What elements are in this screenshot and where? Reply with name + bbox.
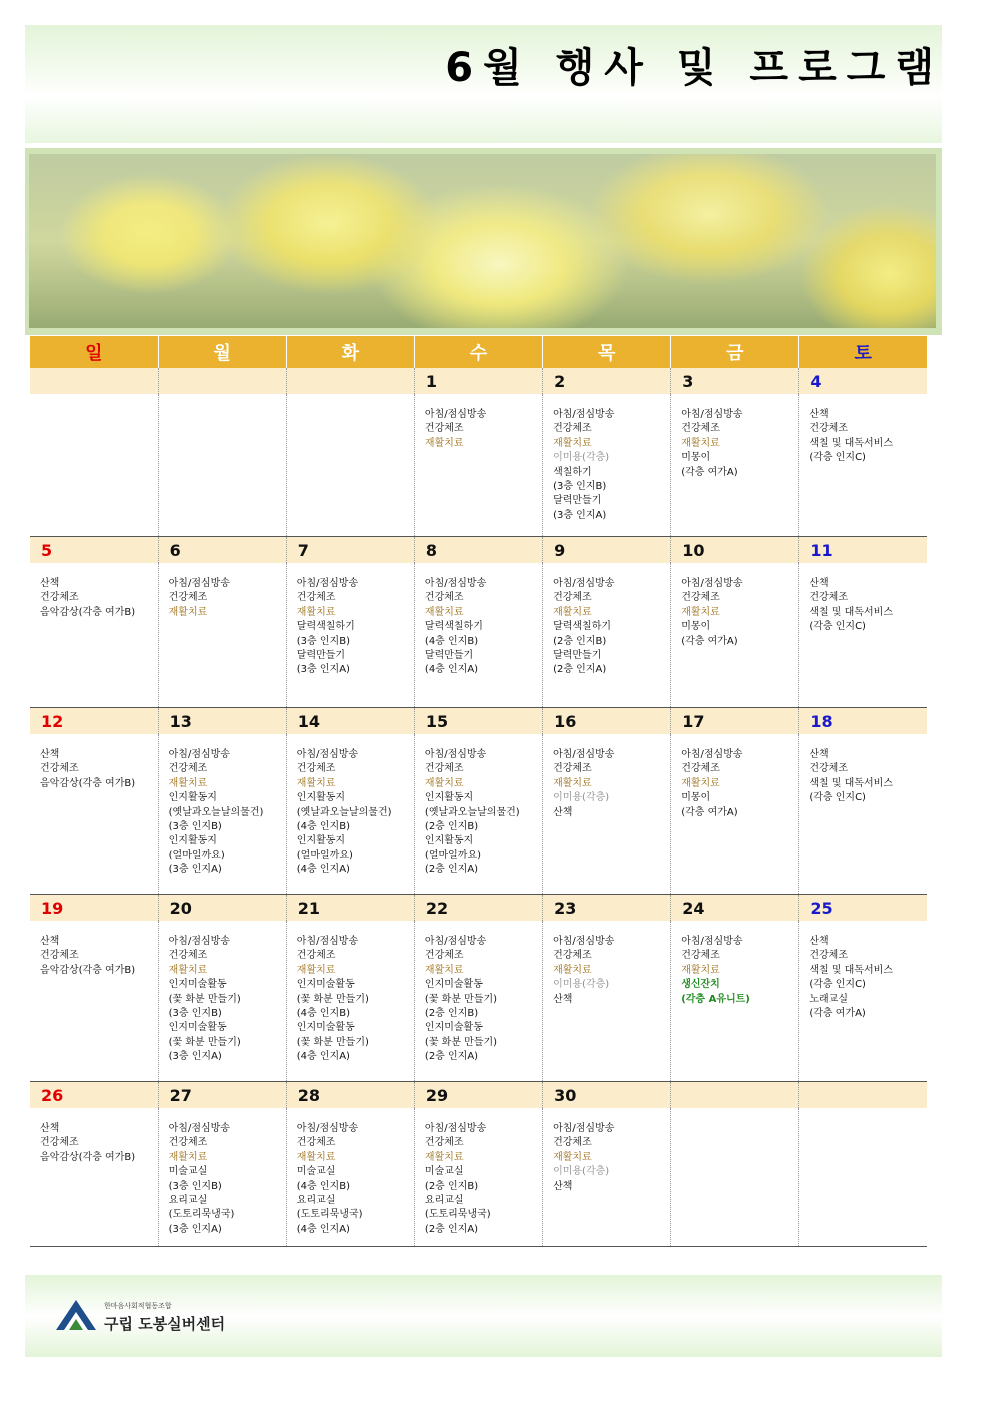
day-activities (671, 1108, 799, 1247)
day-activities (671, 563, 799, 708)
activity-item: 아침/점심방송 (424, 936, 487, 947)
banner-overlay (29, 154, 936, 328)
activity-item: 달력만들기 (553, 495, 602, 507)
activity-item: (꽃 화분 만들기) (168, 1036, 241, 1048)
activity-item: 아침/점심방송 (681, 409, 743, 420)
activity-item: 건강체조 (681, 950, 720, 962)
day-activities (414, 563, 542, 708)
activity-item: 아침/점심방송 (681, 578, 743, 589)
activity-item: 아침/점심방송 (296, 578, 359, 589)
activity-item: (3층 인지B) (168, 1008, 222, 1020)
activity-item: (2층 인지A) (424, 864, 479, 876)
activity-item: 아침/점심방송 (424, 749, 487, 760)
center-logo-icon (55, 1297, 97, 1331)
day-activities (286, 921, 414, 1082)
activity-item: 재활치료 (168, 964, 208, 976)
activity-row (30, 921, 927, 1082)
activity-item: 미술교실 (424, 1166, 464, 1178)
activity-item: 아침/점심방송 (296, 1123, 359, 1134)
activity-item: (2층 인지B) (424, 1008, 479, 1020)
activity-item: (3층 인지B) (168, 821, 222, 833)
activity-item: 인지미술활동 (296, 1022, 355, 1034)
activity-item: 인지미술활동 (424, 1022, 483, 1034)
activity-item: 미몽이 (681, 621, 711, 633)
activity-item: (4층 인지B) (424, 635, 479, 647)
day-activities (158, 1108, 286, 1247)
activity-item: 인지미술활동 (424, 979, 483, 991)
weekday-tue: 화 (286, 336, 414, 368)
day-activities (671, 734, 799, 895)
activity-item: 이미용(각층) (553, 979, 610, 991)
day-activities (158, 734, 286, 895)
activity-item: 재활치료 (424, 964, 464, 976)
date-number: 11 (799, 537, 927, 564)
activity-item: 건강체조 (296, 1137, 336, 1149)
activity-item: 건강체조 (40, 592, 79, 604)
activity-item: 인지활동지 (424, 792, 474, 804)
activity-item: 노래교실 (809, 993, 848, 1005)
activity-item: 인지활동지 (168, 792, 217, 804)
activity-item: (3층 인지B) (553, 481, 607, 493)
page-title: 6월 행사 및 프로그램 (445, 45, 944, 91)
activity-item: (얼마일까요) (168, 849, 225, 861)
activity-item: 산책 (809, 578, 829, 589)
activity-item: (2층 인지B) (553, 635, 607, 647)
activity-item: 건강체조 (553, 592, 592, 604)
day-activities (158, 394, 286, 537)
day-activities (30, 734, 158, 895)
activity-item: 재활치료 (553, 964, 592, 976)
weekday-sat: 토 (799, 336, 927, 368)
activity-item: 인지미술활동 (296, 979, 355, 991)
activity-item: 건강체조 (40, 950, 79, 962)
activity-item: 건강체조 (553, 950, 592, 962)
activity-item: 건강체조 (296, 763, 336, 775)
activity-item: 아침/점심방송 (424, 1123, 487, 1134)
activity-item: 아침/점심방송 (681, 936, 743, 947)
date-number: 19 (30, 895, 158, 922)
activity-item: 인지미술활동 (168, 1022, 227, 1034)
date-number: 15 (414, 708, 542, 735)
date-number: 3 (671, 368, 799, 394)
activity-item: 아침/점심방송 (681, 749, 743, 760)
activity-item: (3층 인지A) (168, 1051, 222, 1063)
activity-item: 음악감상(각층 여가B) (40, 1151, 136, 1163)
activity-item: 음악감상(각층 여가B) (40, 777, 136, 789)
activity-item: 재활치료 (296, 964, 336, 976)
activity-item: 재활치료 (553, 437, 592, 449)
activity-item: 생신잔치 (681, 979, 720, 991)
day-activities (158, 563, 286, 708)
date-number: 22 (414, 895, 542, 922)
day-activities (158, 921, 286, 1082)
activity-item: 달력만들기 (424, 650, 474, 662)
activity-item: (꽃 화분 만들기) (168, 993, 241, 1005)
activity-item: 아침/점심방송 (553, 1123, 615, 1134)
date-number: 1 (414, 368, 542, 394)
calendar-body (30, 336, 927, 1247)
date-number: 29 (414, 1082, 542, 1109)
activity-item: 아침/점심방송 (168, 578, 230, 589)
activity-item: (4층 인지B) (296, 1008, 350, 1020)
day-activities (286, 563, 414, 708)
date-number: 21 (286, 895, 414, 922)
activity-item: 건강체조 (168, 950, 208, 962)
date-number: 10 (671, 537, 799, 564)
activity-item: (4층 인지B) (296, 821, 350, 833)
activity-item: (4층 인지A) (296, 1051, 350, 1063)
activity-item: (3층 인지A) (168, 864, 222, 876)
activity-item: 인지활동지 (424, 835, 474, 847)
day-activities (286, 394, 414, 537)
activity-item: 산책 (40, 749, 60, 760)
date-number (671, 1082, 799, 1109)
activity-item: 재활치료 (553, 1151, 592, 1163)
activity-item: (2층 인지B) (424, 1180, 479, 1192)
activity-item: 재활치료 (296, 1151, 336, 1163)
activity-item: 아침/점심방송 (424, 578, 487, 589)
activity-item: 아침/점심방송 (168, 1123, 230, 1134)
activity-item: 건강체조 (809, 592, 848, 604)
activity-item: 색칠 및 대독서비스 (809, 437, 893, 449)
day-activities (286, 734, 414, 895)
day-activities (799, 394, 927, 537)
activity-item: (꽃 화분 만들기) (296, 993, 369, 1005)
day-activities (671, 921, 799, 1082)
day-activities (414, 921, 542, 1082)
day-activities (30, 563, 158, 708)
activity-item: (3층 인지A) (553, 509, 607, 521)
weekday-sun: 일 (30, 336, 158, 368)
date-number: 28 (286, 1082, 414, 1109)
day-activities (799, 921, 927, 1082)
activity-item: 건강체조 (809, 763, 848, 775)
day-activities (543, 734, 671, 895)
weekday-fri: 금 (671, 336, 799, 368)
day-activities (30, 394, 158, 537)
weekday-wed: 수 (414, 336, 542, 368)
activity-item: 색칠 및 대독서비스 (809, 777, 893, 789)
activity-item: (각층 인지C) (809, 792, 866, 804)
activity-item: 건강체조 (809, 423, 848, 435)
activity-item: 색칠 및 대독서비스 (809, 964, 893, 976)
date-number: 8 (414, 537, 542, 564)
activity-item: 건강체조 (681, 763, 720, 775)
activity-item: (3층 인지B) (296, 635, 350, 647)
weekday-mon: 월 (158, 336, 286, 368)
date-number: 25 (799, 895, 927, 922)
activity-item: 아침/점심방송 (424, 409, 487, 420)
activity-item: (4층 인지B) (296, 1180, 350, 1192)
date-number-row (30, 708, 927, 735)
activity-item: (각층 여가A) (681, 806, 738, 818)
activity-item: 건강체조 (424, 423, 464, 435)
activity-item: 건강체조 (296, 950, 336, 962)
date-number: 4 (799, 368, 927, 394)
date-number (158, 368, 286, 394)
day-activities (799, 734, 927, 895)
activity-item: 아침/점심방송 (168, 749, 230, 760)
activity-item: (3층 인지B) (168, 1180, 222, 1192)
activity-item: 재활치료 (296, 606, 336, 618)
activity-item: (각층 여가A) (681, 635, 738, 647)
activity-item: 건강체조 (424, 950, 464, 962)
activity-item: 건강체조 (168, 592, 208, 604)
activity-item: 이미용(각층) (553, 792, 610, 804)
date-number: 24 (671, 895, 799, 922)
activity-item: 이미용(각층) (553, 1166, 610, 1178)
date-number: 5 (30, 537, 158, 564)
activity-item: 음악감상(각층 여가B) (40, 606, 136, 618)
date-number: 27 (158, 1082, 286, 1109)
activity-item: 인지미술활동 (168, 979, 227, 991)
activity-item: (꽃 화분 만들기) (424, 1036, 498, 1048)
activity-item: 재활치료 (553, 777, 592, 789)
activity-item: 요리교실 (296, 1195, 336, 1207)
activity-item: 산책 (809, 749, 829, 760)
date-number: 16 (543, 708, 671, 735)
activity-item: 재활치료 (168, 606, 208, 618)
activity-item: (도토리묵냉국) (168, 1209, 235, 1221)
activity-item: (옛날과오늘날의물건) (424, 806, 520, 818)
activity-item: (3층 인지A) (168, 1223, 222, 1235)
activity-item: 재활치료 (424, 606, 464, 618)
activity-item: 재활치료 (168, 1151, 208, 1163)
activity-item: (옛날과오늘날의물건) (296, 806, 392, 818)
activity-item: 아침/점심방송 (553, 936, 615, 947)
date-number: 20 (158, 895, 286, 922)
activity-item: 인지활동지 (168, 835, 217, 847)
day-activities (30, 921, 158, 1082)
day-activities (543, 394, 671, 537)
date-number (286, 368, 414, 394)
date-number: 13 (158, 708, 286, 735)
activity-item: (각층 인지C) (809, 979, 866, 991)
date-number-row (30, 1082, 927, 1109)
activity-item: (얼마일까요) (296, 849, 353, 861)
activity-item: 산책 (553, 993, 573, 1005)
activity-item: 재활치료 (681, 777, 720, 789)
activity-item: (각층 A유니트) (681, 993, 750, 1005)
day-activities (671, 394, 799, 537)
activity-item: 건강체조 (553, 763, 592, 775)
activity-item: (4층 인지A) (296, 864, 350, 876)
activity-item: 건강체조 (40, 763, 79, 775)
activity-item: 인지활동지 (296, 835, 346, 847)
activity-item: 건강체조 (424, 763, 464, 775)
activity-item: 건강체조 (424, 1137, 464, 1149)
activity-item: 건강체조 (553, 1137, 592, 1149)
date-number: 7 (286, 537, 414, 564)
day-activities (286, 1108, 414, 1247)
activity-item: (2층 인지A) (424, 1223, 479, 1235)
calendar-table (30, 336, 927, 1247)
day-activities (414, 394, 542, 537)
activity-row (30, 734, 927, 895)
activity-item: (2층 인지B) (424, 821, 479, 833)
activity-row (30, 394, 927, 537)
date-number: 17 (671, 708, 799, 735)
activity-item: 건강체조 (553, 423, 592, 435)
activity-item: (얼마일까요) (424, 849, 482, 861)
activity-item: (2층 인지A) (553, 664, 607, 676)
activity-item: (각층 여가A) (681, 466, 738, 478)
day-activities (30, 1108, 158, 1247)
date-number (30, 368, 158, 394)
activity-item: 달력색칠하기 (296, 621, 355, 633)
activity-item: 아침/점심방송 (168, 936, 230, 947)
activity-item: 산책 (40, 936, 60, 947)
activity-item: (각층 인지C) (809, 621, 866, 633)
activity-item: 재활치료 (424, 777, 464, 789)
activity-item: (4층 인지A) (424, 664, 479, 676)
activity-item: (꽃 화분 만들기) (424, 993, 498, 1005)
activity-item: 건강체조 (681, 592, 720, 604)
activity-item: (도토리묵냉국) (424, 1209, 491, 1221)
date-number-row (30, 895, 927, 922)
activity-item: 미술교실 (296, 1166, 336, 1178)
activity-item: 미몽이 (681, 792, 711, 804)
activity-item: 산책 (40, 1123, 60, 1134)
activity-item: (각층 여가A) (809, 1008, 866, 1020)
activity-item: (각층 인지C) (809, 452, 866, 464)
activity-item: 달력만들기 (296, 650, 346, 662)
activity-item: 달력색칠하기 (424, 621, 483, 633)
activity-item: 미몽이 (681, 452, 711, 464)
activity-item: 재활치료 (681, 606, 720, 618)
activity-item: 재활치료 (424, 1151, 464, 1163)
activity-item: 아침/점심방송 (553, 749, 615, 760)
activity-item: 건강체조 (296, 592, 336, 604)
activity-item: 요리교실 (168, 1195, 208, 1207)
activity-item: 건강체조 (424, 592, 464, 604)
date-number: 26 (30, 1082, 158, 1109)
activity-item: 건강체조 (809, 950, 848, 962)
activity-item: (도토리묵냉국) (296, 1209, 363, 1221)
day-activities (799, 1108, 927, 1247)
activity-row (30, 563, 927, 708)
activity-item: 달력색칠하기 (553, 621, 612, 633)
date-number: 30 (543, 1082, 671, 1109)
date-number: 12 (30, 708, 158, 735)
activity-item: (2층 인지A) (424, 1051, 479, 1063)
activity-item: 인지활동지 (296, 792, 346, 804)
activity-item: 산책 (809, 409, 829, 420)
activity-item: 색칠하기 (553, 466, 592, 478)
weekday-header-row (30, 336, 927, 368)
day-activities (414, 1108, 542, 1247)
date-number (799, 1082, 927, 1109)
activity-item: 산책 (553, 1180, 573, 1192)
day-activities (799, 563, 927, 708)
date-number: 6 (158, 537, 286, 564)
activity-item: 달력만들기 (553, 650, 602, 662)
date-number: 2 (543, 368, 671, 394)
activity-item: 재활치료 (424, 437, 464, 449)
activity-item: 재활치료 (296, 777, 336, 789)
activity-item: 아침/점심방송 (296, 936, 359, 947)
activity-item: 요리교실 (424, 1195, 464, 1207)
activity-item: 미술교실 (168, 1166, 208, 1178)
activity-item: 건강체조 (168, 763, 208, 775)
activity-item: 재활치료 (681, 437, 720, 449)
activity-item: (꽃 화분 만들기) (296, 1036, 369, 1048)
org-name: 구립 도봉실버센터 (104, 1315, 226, 1333)
date-number: 23 (543, 895, 671, 922)
date-number-row (30, 537, 927, 564)
date-number: 14 (286, 708, 414, 735)
weekday-thu: 목 (543, 336, 671, 368)
activity-item: (옛날과오늘날의물건) (168, 806, 264, 818)
activity-item: (4층 인지A) (296, 1223, 350, 1235)
activity-item: 건강체조 (40, 1137, 79, 1149)
activity-item: 아침/점심방송 (296, 749, 359, 760)
activity-row (30, 1108, 927, 1247)
activity-item: (3층 인지A) (296, 664, 350, 676)
activity-item: 음악감상(각층 여가B) (40, 964, 136, 976)
activity-item: 아침/점심방송 (553, 578, 615, 589)
activity-item: 아침/점심방송 (553, 409, 615, 420)
day-activities (543, 563, 671, 708)
org-subtitle: 한마음사회적협동조합 (104, 1302, 172, 1310)
activity-item: 건강체조 (681, 423, 720, 435)
activity-item: 색칠 및 대독서비스 (809, 606, 893, 618)
activity-item: 재활치료 (168, 777, 208, 789)
day-activities (543, 921, 671, 1082)
activity-item: 재활치료 (553, 606, 592, 618)
activity-item: 이미용(각층) (553, 452, 610, 464)
date-number: 18 (799, 708, 927, 735)
activity-item: 재활치료 (681, 964, 720, 976)
banner-frame (25, 148, 942, 335)
day-activities (543, 1108, 671, 1247)
activity-item: 산책 (553, 806, 573, 818)
activity-item: 산책 (40, 578, 60, 589)
date-number-row (30, 368, 927, 394)
activity-item: 산책 (809, 936, 829, 947)
activity-item: 건강체조 (168, 1137, 208, 1149)
day-activities (414, 734, 542, 895)
date-number: 9 (543, 537, 671, 564)
